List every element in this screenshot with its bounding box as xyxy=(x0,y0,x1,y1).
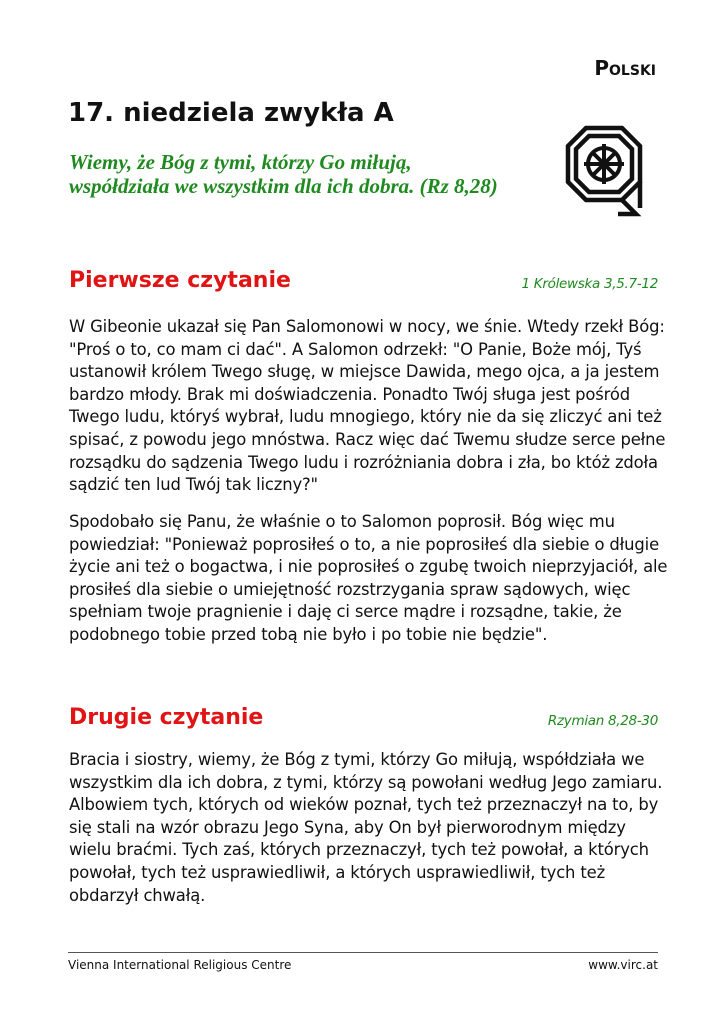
reading2-title: Drugie czytanie xyxy=(69,705,264,730)
footer-website-link[interactable]: www.virc.at xyxy=(588,958,658,972)
motto-quote: Wiemy, że Bóg z tymi, którzy Go miłują, współdziała we wszystkim dla ich dobra. (Rz 8,28) xyxy=(69,150,498,198)
reading2-reference: Rzymian 8,28-30 xyxy=(547,713,658,729)
reading1-title: Pierwsze czytanie xyxy=(69,268,291,293)
page-title: 17. niedziela zwykła A xyxy=(68,98,394,128)
reading1-paragraph-1: W Gibeonie ukazał się Pan Salomonowi w nocy, we śnie. Wtedy rzekł Bóg: "Proś o to, co mam ci dać". A Salomon odrzekł: "O Panie, Boże mój, Tyś ustanowił królem Twego sługę, w miejsce Dawida, mego ojca, a ja jestem bardzo młody. Brak mi doświadczenia. Ponadto Twój sługa jest pośród Twego ludu, któryś wybrał, ludu mnogiego, który nie da się zliczyć ani też spisać, z powodu jego mnóstwa. Racz więc dać Twemu słudze serce pełne rozsądku do sądzenia Twego ludu i rozróżniania dobra i zła, bo któż zdoła sądzić ten lud Twój tak liczny?" xyxy=(69,317,666,495)
reading2-paragraph-1: Bracia i siostry, wiemy, że Bóg z tymi, którzy Go miłują, współdziała we wszystkim dla ich dobra, z tymi, którzy są powołani według Jego zamiaru. Albowiem tych, których od wieków poznał, tych też przeznaczył na to, by się stali na wzór obrazu Jego Syna, aby On był pierworodnym między wielu braćmi. Tych zaś, których przeznaczył, tych też powołał, a których powołał, tych też usprawiedliwił, a których usprawiedliwił, tych też obdarzył chwałą. xyxy=(69,750,663,905)
virc-logo-icon xyxy=(564,124,644,220)
footer-organization: Vienna International Religious Centre xyxy=(68,958,292,972)
reading1-reference: 1 Królewska 3,5.7-12 xyxy=(521,276,658,292)
reading1-paragraph-2: Spodobało się Panu, że właśnie o to Salomon poprosił. Bóg więc mu powiedział: "Ponieważ poprosiłeś o to, a nie poprosiłeś dla siebie o długie życie ani też o bogactwa, i nie poprosiłeś o zgubę twoich nieprzyjaciół, ale prosiłeś dla siebie o umiejętność rozstrzygania spraw sądowych, więc spełniam twoje pragnienie i daję ci serce mądre i rozsądne, takie, że podobnego tobie przed tobą nie było i po tobie nie będzie". xyxy=(69,512,668,644)
footer-divider xyxy=(68,952,658,953)
language-label: Polski xyxy=(594,56,656,80)
